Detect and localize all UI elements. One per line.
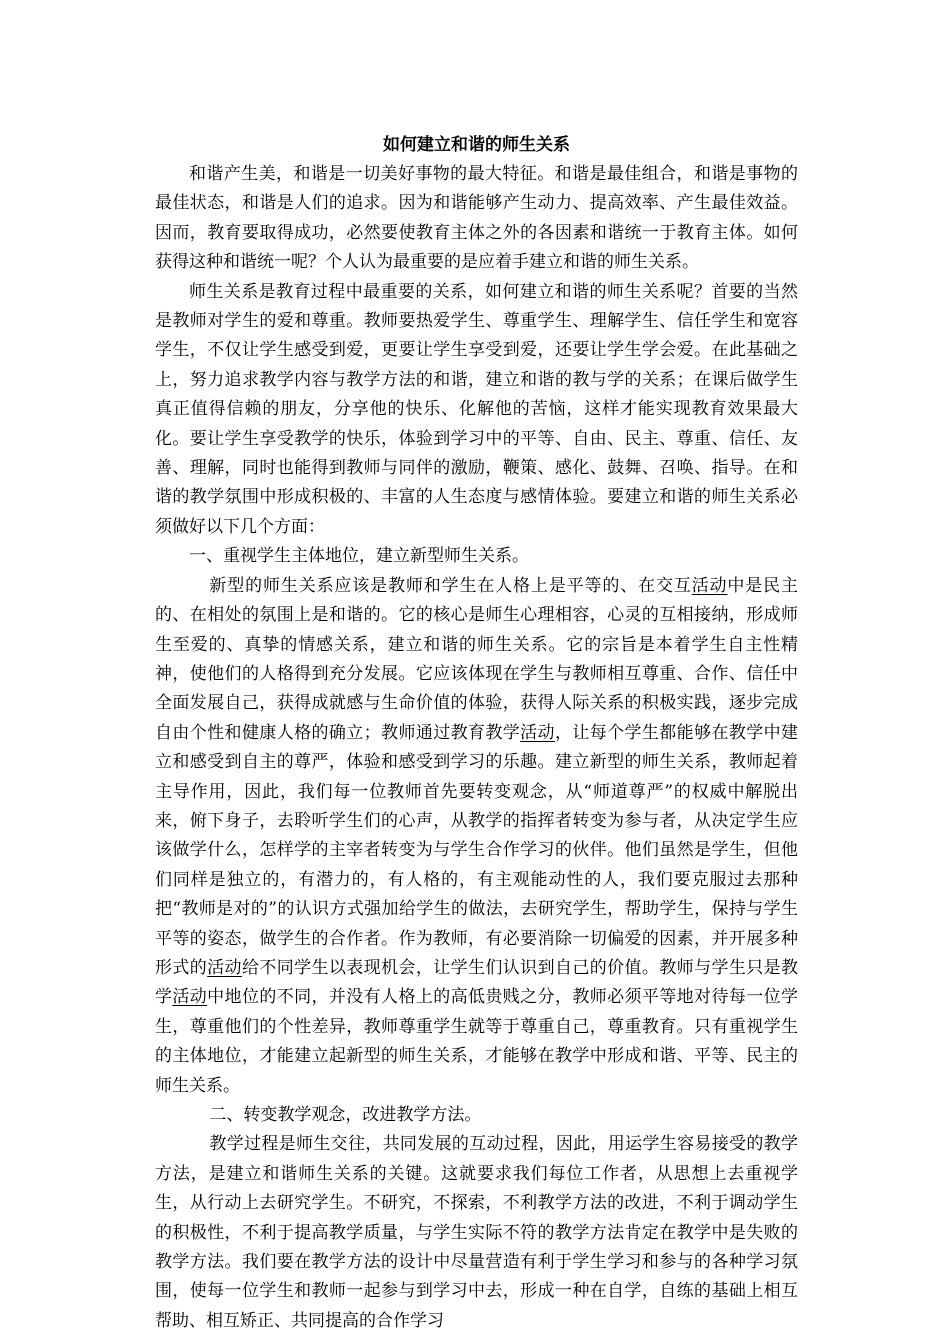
paragraph-text: 师生关系是教育过程中最重要的关系，如何建立和谐的师生关系呢？首要的当然是教师对学生的爱和尊重。教师要热爱学生、尊重学生、理解学生、信任学生和宽容学生，不仅让学生感受到爱，更要让学生享受到爱，还要让学生学会爱。在此基础之上，努力追求教学内容与教学方法的和谐，建立和谐的教与学的关系；在课后做学生真正值得信赖的朋友，分享他的快乐、化解他的苦恼，这样才能实现教育效果最大化。要让学生享受教学的快乐，体验到学习中的平等、自由、民主、尊重、信任、友善、理解，同时也能得到教师与同伴的激励，鞭策、感化、鼓舞、召唤、指导。在和谐的教学氛围中形成积极的、丰富的人生态度与感情体验。要建立和谐的师生关系必须做好以下几个方面： <box>155 281 798 537</box>
underlined-term: 活动 <box>691 575 728 596</box>
paragraph <box>155 1130 798 1336</box>
document-title: 如何建立和谐的师生关系 <box>383 135 570 155</box>
paragraph <box>155 1101 798 1130</box>
paragraph <box>155 572 798 1101</box>
paragraph-text: 中地位的不同，并没有人格上的高低贵贱之分，教师必须平等地对待每一位学生，尊重他们的个性差异，教师尊重学生就等于尊重自己，尊重教育。只有重视学生的主体地位，才能建立起新型的师生关系，才能够在教学中形成和谐、平等、民主的师生关系。 <box>155 987 799 1096</box>
paragraph-text: 新型的师生关系应该是教师和学生在人格上是平等的、在交互 <box>209 575 692 596</box>
underlined-term: 活动 <box>207 957 242 978</box>
paragraph <box>155 278 798 543</box>
paragraph-text: 和谐产生美，和谐是一切美好事物的最大特征。和谐是最佳组合，和谐是事物的最佳状态，和谐是人们的追求。因为和谐能够产生动力、提高效率、产生最佳效益。因而，教育要取得成功，必然要使教育主体之外的各因素和谐统一于教育主体。如何获得这种和谐统一呢？个人认为最重要的是应着手建立和谐的师生关系。 <box>155 164 798 273</box>
paragraph-text: 教学过程是师生交往，共同发展的互动过程，因此，用运学生容易接受的教学方法，是建立和谐师生关系的关键。这就要求我们每位工作者，从思想上去重视学生，从行动上去研究学生。不研究，不探索，不利教学方法的改进，不利于调动学生的积极性，不利于提高教学质量，与学生实际不符的教学方法肯定在教学中是失败的教学方法。我们要在教学方法的设计中尽量营造有利于学生学习和参与的各种学习氛围，使每一位学生和教师一起参与到学习中去，形成一种在自学，自练的基础上相互帮助、相互矫正、共同提高的合作学习 <box>155 1134 798 1331</box>
paragraph-text: 一、重视学生主体地位，建立新型师生关系。 <box>189 546 529 567</box>
document-page <box>155 128 798 1336</box>
underlined-term: 活动 <box>172 987 208 1008</box>
paragraph-text: 给不同学生以表现机会，让学生们认识到自己的价值。教师与学生只是教学 <box>155 957 799 1008</box>
paragraph-text: ，让每个学生都能够在教学中建立和感受到自主的尊严，体验和感受到学习的乐趣。建立新型的师生关系，教师起着主导作用，因此，我们每一位教师首先要转变观念，从“师道尊严”的权威中解脱出来，俯下身子，去聆听学生们的心声，从教学的指挥者转变为参与者，从决定学生应该做学什么，怎样学的主宰者转变为与学生合作学习的伙伴。他们虽然是学生，但他们同样是独立的，有潜力的，有人格的，有主观能动性的人，我们要克服过去那种把“教师是对的”的认识方式强加给学生的做法，去研究学生，帮助学生，保持与学生平等的姿态，做学生的合作者。作为教师，有必要消除一切偏爱的因素，并开展多种形式的 <box>155 722 799 978</box>
paragraph-text: 中是民主的、在相处的氛围上是和谐的。它的核心是师生心理相容，心灵的互相接纳，形成师生至爱的、真挚的情感关系，建立和谐的师生关系。它的宗旨是本着学生自主性精神，使他们的人格得到充分发展。它应该体现在学生与教师相互尊重、合作、信任中全面发展自己，获得成就感与生命价值的体验，获得人际关系的积极实践，逐步完成自由个性和健康人格的确立；教师通过教育教学 <box>155 575 799 743</box>
underlined-term: 活动 <box>520 722 555 743</box>
paragraph <box>155 160 798 278</box>
document-body <box>155 160 798 1336</box>
paragraph-text: 二、转变教学观念，改进教学方法。 <box>209 1105 482 1125</box>
paragraph <box>155 542 798 571</box>
